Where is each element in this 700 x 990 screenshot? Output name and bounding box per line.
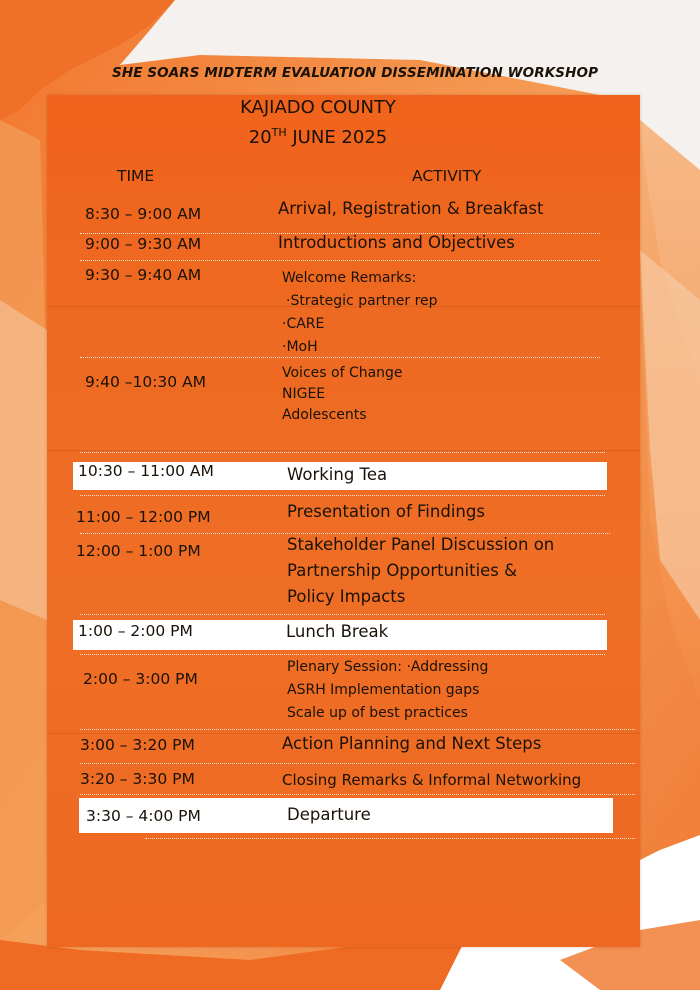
row-separator: [80, 260, 600, 261]
row-separator: [80, 794, 635, 795]
row-time: 3:00 – 3:20 PM: [80, 736, 195, 754]
row-time: 9:00 – 9:30 AM: [85, 235, 202, 253]
workshop-title: SHE SOARS MIDTERM EVALUATION DISSEMINATION WORKSHOP: [112, 65, 599, 81]
activity-column-header: ACTIVITY: [412, 167, 482, 185]
row-time: 1:00 – 2:00 PM: [78, 622, 193, 640]
row-separator: [80, 729, 635, 730]
row-separator: [80, 614, 605, 615]
event-date: 20TH JUNE 2025: [248, 126, 388, 148]
row-separator: [80, 495, 605, 496]
county-title: KAJIADO COUNTY: [240, 97, 396, 118]
row-separator: [80, 654, 605, 655]
row-time: 3:20 – 3:30 PM: [80, 770, 195, 788]
row-separator: [80, 452, 605, 453]
row-time: 2:00 – 3:00 PM: [83, 670, 198, 688]
row-time: 12:00 – 1:00 PM: [76, 542, 201, 560]
row-activity: Lunch Break: [286, 622, 389, 641]
row-activity: Introductions and Objectives: [278, 233, 515, 252]
row-activity: Stakeholder Panel Discussion on Partnership Opportunities & Policy Impacts: [287, 535, 555, 606]
row-time: 10:30 – 11:00 AM: [78, 462, 214, 480]
row-activity: Working Tea: [287, 465, 388, 484]
row-activity: Action Planning and Next Steps: [282, 734, 542, 753]
time-column-header: TIME: [117, 167, 155, 185]
row-activity: Departure: [287, 805, 371, 824]
row-activity: Voices of Change NIGEE Adolescents: [282, 365, 403, 423]
row-activity: Welcome Remarks: ·Strategic partner rep ·CARE ·MoH: [282, 270, 438, 355]
row-activity: Plenary Session: ·Addressing ASRH Implementation gaps Scale up of best practices: [287, 659, 489, 721]
row-time: 3:30 – 4:00 PM: [86, 807, 201, 825]
row-activity: Closing Remarks & Informal Networking: [282, 771, 582, 789]
row-activity: Arrival, Registration & Breakfast: [278, 199, 544, 218]
row-separator: [145, 838, 635, 839]
row-separator: [80, 763, 635, 764]
row-time: 8:30 – 9:00 AM: [85, 205, 202, 223]
row-time: 11:00 – 12:00 PM: [76, 508, 211, 526]
row-time: 9:30 – 9:40 AM: [85, 266, 202, 284]
paper-fold: [47, 450, 640, 451]
row-activity: Presentation of Findings: [287, 502, 485, 521]
row-time: 9:40 –10:30 AM: [85, 373, 207, 391]
